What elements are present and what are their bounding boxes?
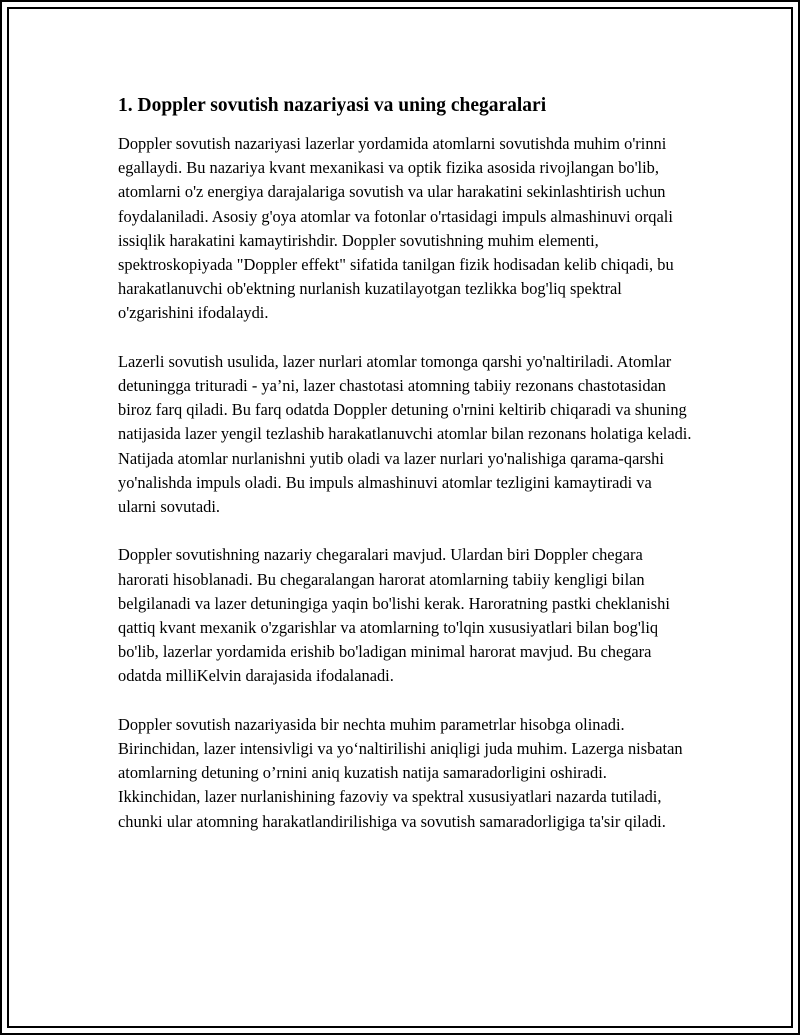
paragraph-2: Lazerli sovutish usulida, lazer nurlari atomlar tomonga qarshi yo'naltiriladi. Atomlar detuningga trituradi - ya’ni, lazer chastotasi atomning tabiiy rezonans chastotasidan biroz farq qiladi. Bu farq odatda Doppler detuning o'rnini keltirib chiqaradi va shuning natijasida lazer yengil tezlashib harakatlanuvchi atomlar bilan rezonans holatiga keladi. Natijada atomlar nurlanishni yutib oladi va lazer nurlari yo'nalishiga qarama-qarshi yo'nalishda impuls oladi. Bu impuls almashinuvi atomlar tezligini kamaytiradi va ularni sovutadi. bbox=[118, 351, 692, 517]
section-heading: 1. Doppler sovutish nazariyasi va uning chegaralari bbox=[118, 95, 547, 116]
paragraph-1: Doppler sovutish nazariyasi lazerlar yordamida atomlarni sovutishda muhim o'rinni egallaydi. Bu nazariya kvant mexanikasi va optik fizika asosida rivojlangan bo'lib, atomlarni o'z energiya darajalariga sovutish va ular harakatini sekinlashtirish uchun foydalaniladi. Asosiy g'oya atomlar va fotonlar o'rtasidagi impuls almashinuvi orqali issiqlik harakatini kamaytirishdir. Doppler sovutishning muhim elementi, spektroskopiyada "Doppler effekt" sifatida tanilgan fizik hodisadan kelib chiqadi, bu harakatlanuvchi ob'ektning nurlanish kuzatilayotgan tezlikka bog'liq spektral o'zgarishini ifodalaydi. bbox=[118, 134, 674, 323]
paragraph-4: Doppler sovutish nazariyasida bir nechta muhim parametrlar hisobga olinadi. Birinchidan, lazer intensivligi va yo‘naltirilishi aniqligi juda muhim. Lazerga nisbatan atomlarning detuning o’rnini aniq kuzatish natija samaradorligini oshiradi. Ikkinchidan, lazer nurlanishining fazoviy va spektral xususiyatlari nazarda tutiladi, chunki ular atomning harakatlandirilishiga va sovutish samaradorligiga ta'sir qiladi. bbox=[118, 714, 683, 831]
paragraph-3: Doppler sovutishning nazariy chegaralari mavjud. Ulardan biri Doppler chegara harorati hisoblanadi. Bu chegaralangan harorat atomlarning tabiiy kengligi bilan belgilanadi va lazer detuningiga yaqin bo'lishi kerak. Haroratning pastki cheklanishi qattiq kvant mexanik o'zgarishlar va atomlarning to'lqin xususiyatlari bilan bog'liq bo'lib, lazerlar yordamida erishib bo'ladigan minimal harorat mavjud. Bu chegara odatda milliKelvin darajasida ifodalanadi. bbox=[118, 545, 670, 686]
document-body bbox=[118, 93, 693, 858]
